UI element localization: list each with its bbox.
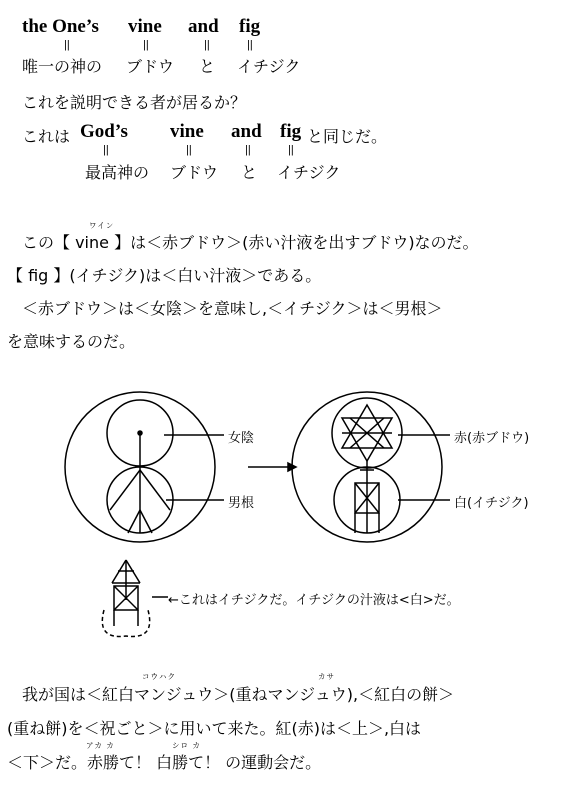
- label-female: 女陰: [228, 431, 255, 446]
- line2-en-gods: God’s: [80, 121, 128, 142]
- equals-mark: ||: [103, 144, 109, 156]
- para2-line2: (重ね餅)を＜祝ごと＞に用いて来た。紅(赤)は＜上＞,白は: [7, 719, 422, 738]
- equals-mark: ||: [204, 39, 210, 51]
- line1-en-the-ones: the One’s: [22, 16, 99, 37]
- line2-prefix: これは: [22, 127, 71, 146]
- line1-en-vine: vine: [128, 16, 162, 37]
- line2-en-and: and: [231, 121, 262, 142]
- para2-line3: ＜下＞だ。赤勝て！ 白勝て！ の運動会だ。: [7, 753, 322, 772]
- equals-mark: ||: [245, 144, 251, 156]
- line1-jp-budou: ブドウ: [126, 57, 175, 76]
- label-male: 男根: [228, 496, 255, 511]
- line1-jp-god: 唯一の神の: [22, 57, 103, 76]
- line2-jp-ichijiku: イチジク: [277, 163, 341, 182]
- equals-mark: ||: [64, 39, 70, 51]
- left-emblem: [65, 392, 224, 542]
- equals-mark: ||: [186, 144, 192, 156]
- ruby-shiro: シロ カ: [172, 741, 201, 750]
- label-red: 赤(赤ブドウ): [454, 431, 530, 446]
- para1-line4: を意味するのだ。: [7, 332, 136, 351]
- right-emblem: [292, 392, 450, 542]
- ruby-kouhaku: コウハク: [142, 672, 176, 681]
- para1-line1: この【 vine 】は＜赤ブドウ＞(赤い汁液を出すブドウ)なのだ。: [22, 233, 479, 252]
- line2-en-fig: fig: [280, 121, 302, 142]
- question-text: これを説明できる者が居るか？: [22, 93, 247, 112]
- fig-figure: [102, 560, 168, 636]
- line1-en-and: and: [188, 16, 219, 37]
- fig-caption: ←これはイチジクだ。イチジクの汁液は<白>だ。: [168, 593, 460, 608]
- equals-mark: ||: [288, 144, 294, 156]
- ruby-kasa: カサ: [318, 672, 335, 681]
- equals-mark: ||: [247, 39, 253, 51]
- line1-jp-ichijiku: イチジク: [237, 57, 301, 76]
- line1-en-fig: fig: [239, 16, 261, 37]
- line2-suffix: と同じだ。: [307, 127, 388, 146]
- line1-jp-to: と: [199, 57, 216, 76]
- line2-jp-god: 最高神の: [85, 163, 150, 182]
- para2-line1: 我が国は＜紅白マンジュウ＞(重ねマンジュウ),＜紅白の餅＞: [22, 685, 455, 704]
- para1-line2: 【 fig 】(イチジク)は＜白い汁液＞である。: [7, 266, 322, 285]
- equals-mark: ||: [143, 39, 149, 51]
- line2-jp-budou: ブドウ: [170, 163, 219, 182]
- label-white: 白(イチジク): [454, 496, 529, 511]
- line2-jp-to: と: [241, 163, 258, 182]
- ruby-wain: ワイン: [89, 221, 115, 230]
- para1-line3: ＜赤ブドウ＞は＜女陰＞を意味し,＜イチジク＞は＜男根＞: [22, 299, 443, 318]
- line2-en-vine: vine: [170, 121, 204, 142]
- ruby-aka: アカ カ: [86, 741, 115, 750]
